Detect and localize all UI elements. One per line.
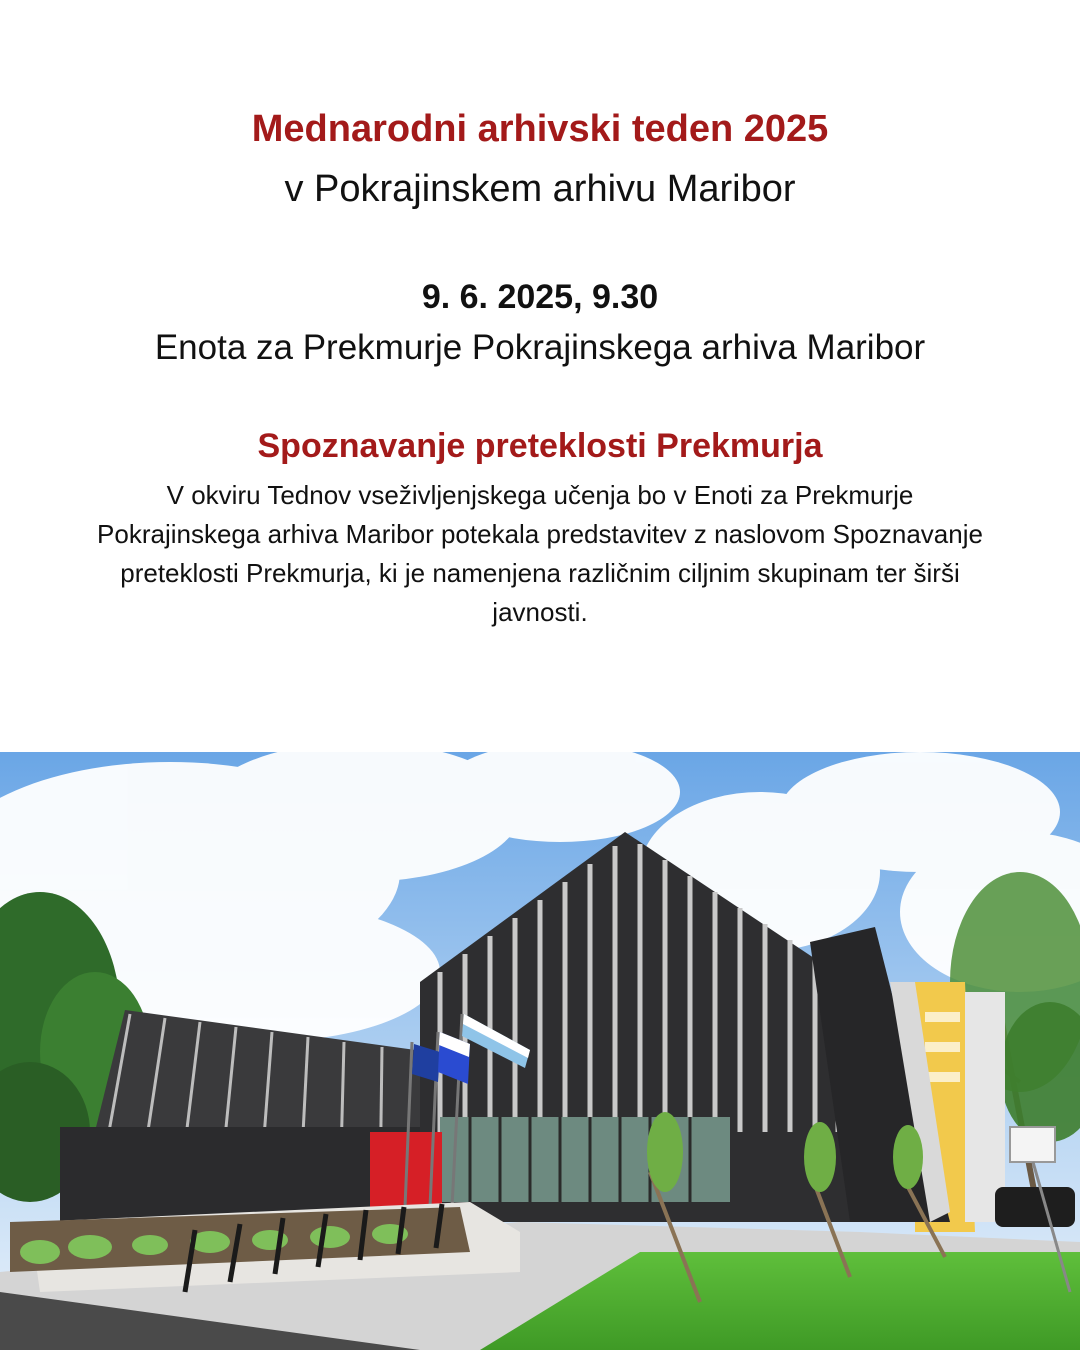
- event-datetime: 9. 6. 2025, 9.30: [421, 278, 659, 316]
- page-title: Mednarodni arhivski teden 2025: [251, 108, 829, 150]
- event-venue: Enota za Prekmurje Pokrajinskega arhiva Maribor: [154, 328, 926, 367]
- page-subtitle: v Pokrajinskem arhivu Maribor: [284, 168, 796, 210]
- event-description: V okviru Tednov vseživljenjskega učenja bo v Enoti za Prekmurje Pokrajinskega arhiva Maribor potekala predstavitev z naslovom Spoznavanje preteklosti Prekmurja, ki je namenjena različnim ciljnim skupinam ter širši javnosti.: [97, 480, 983, 627]
- event-title: Spoznavanje preteklosti Prekmurja: [257, 427, 823, 465]
- glass-facade: [440, 1117, 730, 1202]
- parked-car: [995, 1187, 1075, 1227]
- archive-building-photo: [0, 752, 1080, 1350]
- road-sign: [1010, 1127, 1055, 1162]
